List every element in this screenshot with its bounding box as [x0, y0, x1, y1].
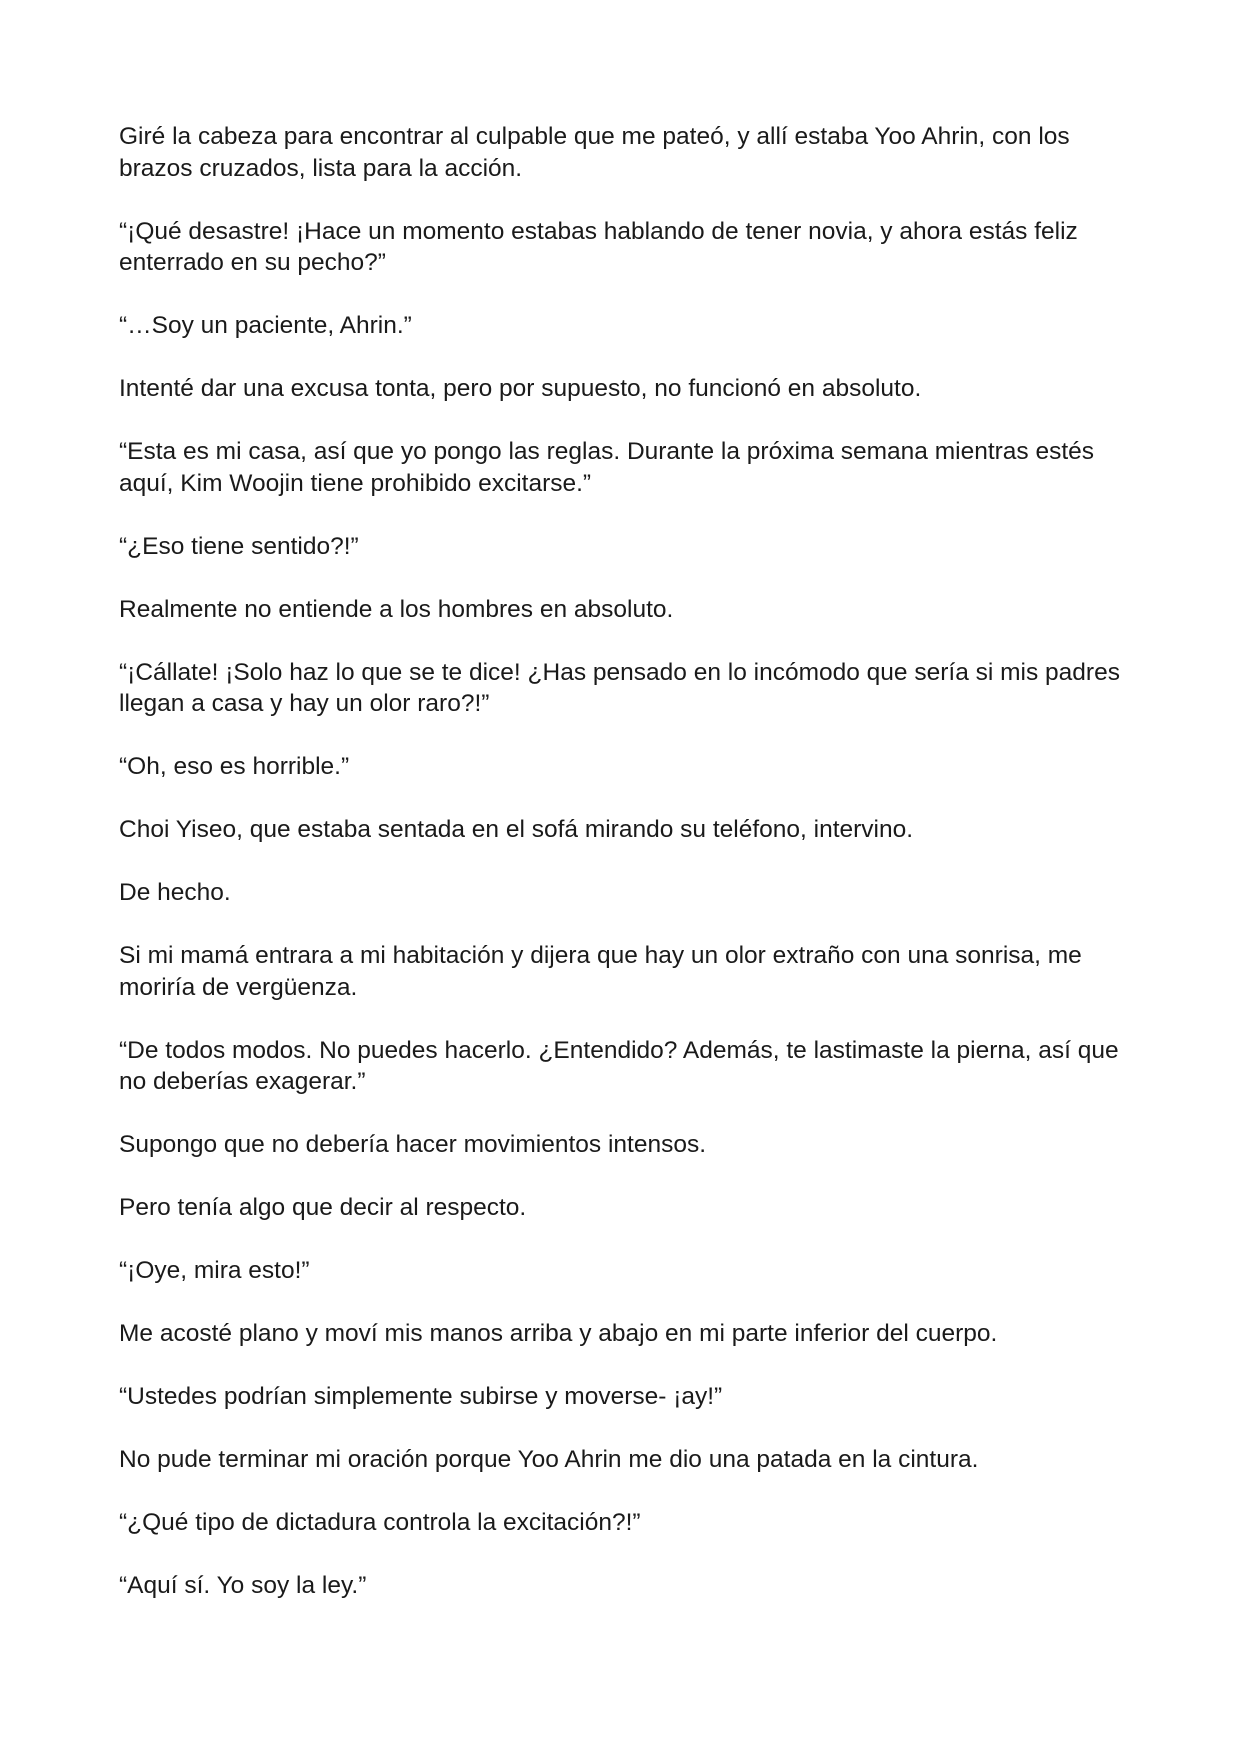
- paragraph: “¡Oye, mira esto!”: [119, 1257, 310, 1284]
- paragraph: De hecho.: [119, 879, 231, 906]
- paragraph: “¡Cállate! ¡Solo haz lo que se te dice! ¿Has pensado en lo incómodo que sería si mis padres llegan a casa y hay un olor raro?!”: [119, 658, 1120, 717]
- paragraph: “¿Qué tipo de dictadura controla la excitación?!”: [119, 1509, 641, 1536]
- paragraph: “¿Eso tiene sentido?!”: [119, 532, 359, 560]
- paragraph: Choi Yiseo, que estaba sentada en el sofá mirando su teléfono, intervino.: [119, 816, 914, 843]
- paragraph: “De todos modos. No puedes hacerlo. ¿Entendido? Además, te lastimaste la pierna, así que no deberías exagerar.”: [119, 1036, 1119, 1095]
- paragraph: Intenté dar una excusa tonta, pero por supuesto, no funcionó en absoluto.: [119, 375, 922, 402]
- paragraph: “Oh, eso es horrible.”: [119, 753, 350, 780]
- paragraph: Supongo que no debería hacer movimientos intensos.: [119, 1131, 707, 1158]
- paragraph: No pude terminar mi oración porque Yoo Ahrin me dio una patada en la cintura.: [119, 1446, 979, 1473]
- paragraph: “Esta es mi casa, así que yo pongo las reglas. Durante la próxima semana mientras estés aquí, Kim Woojin tiene prohibido excitarse.”: [119, 438, 1095, 497]
- paragraph: Si mi mamá entrara a mi habitación y dijera que hay un olor extraño con una sonrisa, me moriría de vergüenza.: [119, 942, 1082, 1001]
- paragraph: “Aquí sí. Yo soy la ley.”: [119, 1572, 367, 1599]
- paragraph: Giré la cabeza para encontrar al culpable que me pateó, y allí estaba Yoo Ahrin, con los brazos cruzados, lista para la acción.: [119, 123, 1070, 182]
- paragraph: Realmente no entiende a los hombres en absoluto.: [119, 595, 674, 623]
- paragraph: Pero tenía algo que decir al respecto.: [119, 1194, 527, 1221]
- paragraph: “¡Qué desastre! ¡Hace un momento estabas hablando de tener novia, y ahora estás feliz enterrado en su pecho?”: [119, 217, 1078, 276]
- paragraph: “…Soy un paciente, Ahrin.”: [119, 312, 412, 339]
- paragraph: “Ustedes podrían simplemente subirse y moverse- ¡ay!”: [119, 1383, 723, 1410]
- paragraph: Me acosté plano y moví mis manos arriba y abajo en mi parte inferior del cuerpo.: [119, 1320, 998, 1347]
